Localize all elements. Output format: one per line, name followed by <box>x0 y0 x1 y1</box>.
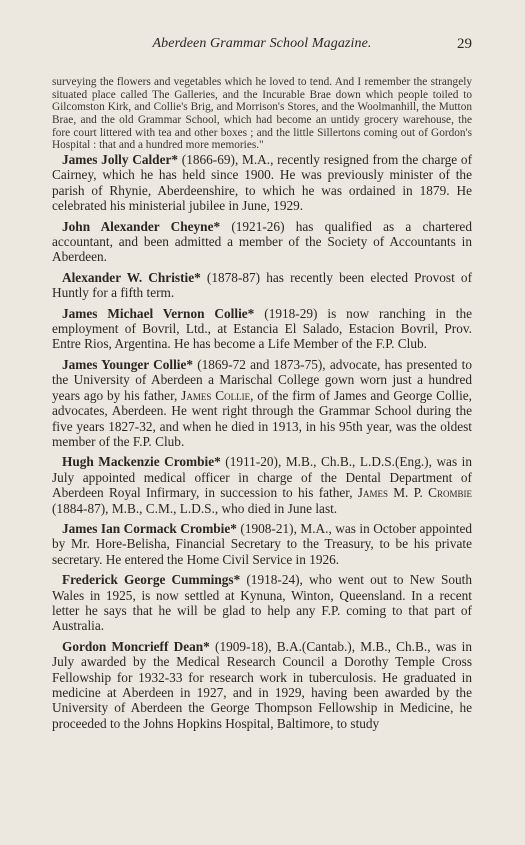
entry-text: (1908-21), M.A., was in October appointed by Mr. Hore-Belisha, Financial Secretary to the Treasury, to be his private secretary. He entered the Home Civil Service in 1926. <box>52 520 472 567</box>
entry-text: (1909-18), B.A.(Cantab.), M.B., Ch.B., was in July awarded by the Medical Research Council a Dorothy Temple Cross Fellowship for 1932-33 for research work in tuberculosis. He graduated in medicine at Aberdeen in 1927, and in 1929, having been awarded by the University of Aberdeen the George Thompson Fellowship in Medicine, he proceeded to the Johns Hopkins Hospital, Baltimore, to study <box>52 638 472 731</box>
entry-name: John Alexander Cheyne* <box>62 218 221 234</box>
page-header <box>52 36 472 56</box>
entry-name: James Ian Cormack Crombie* <box>62 520 237 536</box>
entry-text: (1869-72 and 1873-75), advocate, has presented to the University of Aberdeen a Marischal College gown worn just a hundred years ago by his father, <box>52 356 472 403</box>
entry-name: Alexander W. Christie* <box>62 269 201 285</box>
news-entries <box>52 152 472 736</box>
page-number: 29 <box>457 36 472 52</box>
entry-name: James Younger Collie* <box>62 356 194 372</box>
entry-text: (1878-87) has recently been elected Provost of Huntly for a fifth term. <box>52 269 472 301</box>
entry-smallcaps-name: James Collie <box>181 387 251 403</box>
entry-name: James Jolly Calder* <box>62 152 179 167</box>
entry-dean <box>52 639 472 731</box>
entry-text: (1918-24), who went out to New South Wales in 1925, is now settled at Kynuna, Winton, Queensland. In a recent letter he says that he will be glad to help any F.P. coming to that part of Australia. <box>52 572 472 634</box>
entry-text: (1921-26) has qualified as a chartered accountant, and been admitted a member of the Society of Accountants in Aberdeen. <box>52 218 472 265</box>
entry-name: Hugh Mackenzie Crombie* <box>62 454 221 470</box>
entry-crombie-jic <box>52 521 472 567</box>
running-title: Aberdeen Grammar School Magazine. <box>152 36 372 51</box>
entry-text: (1911-20), M.B., Ch.B., L.D.S.(Eng.), was in July appointed medical officer in charge of the Dental Department of Aberdeen Royal Infirmary, in succession to his father, <box>52 454 472 501</box>
entry-christie <box>52 270 472 301</box>
entry-collie-jmv <box>52 306 472 352</box>
entry-text: (1918-29) is now ranching in the employment of Bovril, Ltd., at Estancia El Salado, Estacion Bovril, Prov. Entre Rios, Argentina. He has become a Life Member of the F.P. Club. <box>52 305 473 352</box>
entry-smallcaps-name: James M. P. Crombie <box>357 485 472 501</box>
entry-name: Gordon Moncrieff Dean* <box>62 638 210 654</box>
entry-crombie-hm <box>52 454 472 516</box>
entry-name: James Michael Vernon Collie* <box>62 305 255 321</box>
entry-text: (1884-87), M.B., C.M., L.D.S., who died in June last. <box>52 500 338 516</box>
entry-text: (1866-69), M.A., recently resigned from the charge of Cairney, which he has held since 1900. He was previously minister of the parish of Rhynie, Aberdeenshire, to which he was ordained in 1879. He celebrated his ministerial jubilee in June, 1929. <box>52 152 472 214</box>
entry-collie-jy <box>52 357 472 449</box>
entry-cummings <box>52 572 472 634</box>
entry-cheyne <box>52 219 472 265</box>
entry-calder <box>52 152 472 214</box>
entry-text: , of the firm of James and George Collie, advocates, Aberdeen. He went right through the Grammar School during the five years 1827-32, and when he died in 1913, in his 95th year, was the oldest member of the F.P. Club. <box>52 387 472 449</box>
entry-name: Frederick George Cummings* <box>62 572 241 588</box>
intro-paragraph: surveying the flowers and vegetables which he loved to tend. And I remember the strangely situated place called The Galleries, and the Incurable Brae down which people toiled to Gilcomston Kirk, and Collie's Brig, and Morrison's Stores, and the Woolmanhill, the Mutton Brae, and the old Grammar School, which had become an untidy grocery warehouse, the fore court littered with tea and other boxes ; and the little Sillertons coming out of Gordon's Hospital : that and a hundred more memories." <box>52 76 472 152</box>
